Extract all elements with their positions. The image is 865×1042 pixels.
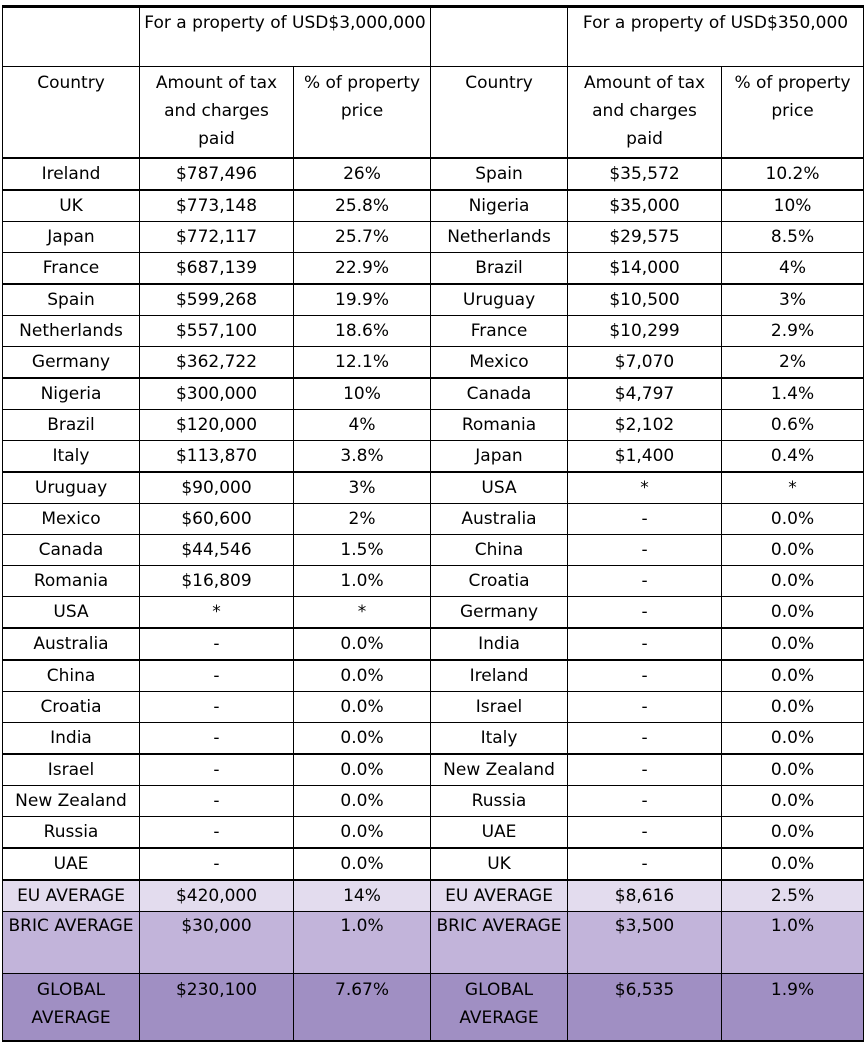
amount-cell: - <box>568 817 722 849</box>
header-blank-left <box>3 7 140 67</box>
country-cell: Croatia <box>3 692 140 723</box>
table-row <box>3 660 864 692</box>
country-cell: Canada <box>431 378 568 410</box>
percent-cell: 0.0% <box>294 628 431 660</box>
percent-cell: 2% <box>294 504 431 535</box>
country-cell: Uruguay <box>431 284 568 316</box>
summary-label: GLOBAL AVERAGE <box>3 974 140 1042</box>
summary-amount: $8,616 <box>568 880 722 912</box>
percent-cell: 0.0% <box>722 628 864 660</box>
amount-cell: - <box>568 504 722 535</box>
percent-cell: 0.0% <box>722 597 864 629</box>
table-row <box>3 786 864 817</box>
country-cell: New Zealand <box>431 754 568 786</box>
percent-cell: 18.6% <box>294 316 431 347</box>
group-header-right: For a property of USD$350,000 <box>568 7 864 67</box>
country-cell: Ireland <box>431 660 568 692</box>
summary-label: GLOBAL AVERAGE <box>431 974 568 1042</box>
percent-cell: 3% <box>294 472 431 504</box>
amount-cell: $29,575 <box>568 222 722 253</box>
percent-cell: 12.1% <box>294 347 431 379</box>
table-row <box>3 378 864 410</box>
amount-cell: - <box>140 817 294 849</box>
percent-cell: 3.8% <box>294 441 431 473</box>
amount-cell: - <box>140 723 294 755</box>
col-header-amount-left: Amount of tax and charges paid <box>140 67 294 159</box>
percent-cell: 0.0% <box>722 786 864 817</box>
percent-cell: 22.9% <box>294 253 431 285</box>
country-cell: Italy <box>3 441 140 473</box>
summary-amount: $3,500 <box>568 912 722 974</box>
amount-cell: $113,870 <box>140 441 294 473</box>
amount-cell: $687,139 <box>140 253 294 285</box>
table-row <box>3 535 864 566</box>
group-header-row <box>3 7 864 67</box>
amount-cell: * <box>140 597 294 629</box>
country-cell: Japan <box>431 441 568 473</box>
table-row <box>3 597 864 629</box>
country-cell: Canada <box>3 535 140 566</box>
summary-amount: $230,100 <box>140 974 294 1042</box>
percent-cell: 8.5% <box>722 222 864 253</box>
country-cell: UK <box>431 848 568 880</box>
country-cell: India <box>3 723 140 755</box>
amount-cell: $4,797 <box>568 378 722 410</box>
amount-cell: $120,000 <box>140 410 294 441</box>
amount-cell: $787,496 <box>140 158 294 190</box>
country-cell: UAE <box>431 817 568 849</box>
table-row <box>3 441 864 473</box>
percent-cell: 0.0% <box>722 660 864 692</box>
table-row <box>3 253 864 285</box>
table-row <box>3 723 864 755</box>
col-header-country-right: Country <box>431 67 568 159</box>
amount-cell: $35,572 <box>568 158 722 190</box>
amount-cell: - <box>568 848 722 880</box>
percent-cell: 10% <box>722 190 864 222</box>
eu-average-row <box>3 880 864 912</box>
col-header-pct-right: % of property price <box>722 67 864 159</box>
summary-label: EU AVERAGE <box>431 880 568 912</box>
amount-cell: $599,268 <box>140 284 294 316</box>
amount-cell: $300,000 <box>140 378 294 410</box>
group-header-left: For a property of USD$3,000,000 <box>140 7 431 67</box>
amount-cell: $773,148 <box>140 190 294 222</box>
amount-cell: $16,809 <box>140 566 294 597</box>
table-row <box>3 566 864 597</box>
table-row <box>3 754 864 786</box>
percent-cell: 0.0% <box>722 848 864 880</box>
table-row <box>3 692 864 723</box>
amount-cell: $60,600 <box>140 504 294 535</box>
country-cell: Nigeria <box>431 190 568 222</box>
amount-cell: $7,070 <box>568 347 722 379</box>
country-cell: Germany <box>3 347 140 379</box>
country-cell: Netherlands <box>431 222 568 253</box>
country-cell: Spain <box>431 158 568 190</box>
amount-cell: $10,299 <box>568 316 722 347</box>
amount-cell: - <box>140 754 294 786</box>
country-cell: Romania <box>431 410 568 441</box>
amount-cell: - <box>568 786 722 817</box>
percent-cell: 0.0% <box>294 723 431 755</box>
country-cell: Spain <box>3 284 140 316</box>
percent-cell: 26% <box>294 158 431 190</box>
percent-cell: 25.8% <box>294 190 431 222</box>
amount-cell: - <box>568 692 722 723</box>
amount-cell: $772,117 <box>140 222 294 253</box>
percent-cell: 0.0% <box>294 848 431 880</box>
header-blank-right <box>431 7 568 67</box>
table-row <box>3 472 864 504</box>
table-row <box>3 504 864 535</box>
amount-cell: * <box>568 472 722 504</box>
country-cell: Croatia <box>431 566 568 597</box>
country-cell: Netherlands <box>3 316 140 347</box>
property-tax-table <box>2 5 864 1042</box>
amount-cell: - <box>568 597 722 629</box>
country-cell: Nigeria <box>3 378 140 410</box>
country-cell: Japan <box>3 222 140 253</box>
amount-cell: - <box>140 692 294 723</box>
summary-percent: 7.67% <box>294 974 431 1042</box>
amount-cell: $90,000 <box>140 472 294 504</box>
amount-cell: $1,400 <box>568 441 722 473</box>
country-cell: Germany <box>431 597 568 629</box>
summary-percent: 1.0% <box>722 912 864 974</box>
country-cell: Ireland <box>3 158 140 190</box>
amount-cell: - <box>568 723 722 755</box>
table-row <box>3 316 864 347</box>
amount-cell: - <box>140 660 294 692</box>
country-cell: Brazil <box>3 410 140 441</box>
country-cell: New Zealand <box>3 786 140 817</box>
percent-cell: 0.0% <box>722 535 864 566</box>
percent-cell: 3% <box>722 284 864 316</box>
percent-cell: 0.6% <box>722 410 864 441</box>
percent-cell: 0.0% <box>722 754 864 786</box>
country-cell: USA <box>3 597 140 629</box>
amount-cell: - <box>568 535 722 566</box>
amount-cell: $557,100 <box>140 316 294 347</box>
country-cell: Brazil <box>431 253 568 285</box>
country-cell: France <box>431 316 568 347</box>
table-row <box>3 158 864 190</box>
percent-cell: 10% <box>294 378 431 410</box>
summary-percent: 1.0% <box>294 912 431 974</box>
country-cell: France <box>3 253 140 285</box>
col-header-pct-left: % of property price <box>294 67 431 159</box>
percent-cell: 1.4% <box>722 378 864 410</box>
percent-cell: 0.0% <box>722 566 864 597</box>
column-header-row <box>3 67 864 159</box>
summary-label: EU AVERAGE <box>3 880 140 912</box>
percent-cell: 0.4% <box>722 441 864 473</box>
percent-cell: 0.0% <box>294 754 431 786</box>
summary-label: BRIC AVERAGE <box>431 912 568 974</box>
summary-label: BRIC AVERAGE <box>3 912 140 974</box>
country-cell: Russia <box>3 817 140 849</box>
summary-amount: $420,000 <box>140 880 294 912</box>
bric-average-row <box>3 912 864 974</box>
summary-percent: 2.5% <box>722 880 864 912</box>
amount-cell: - <box>568 754 722 786</box>
percent-cell: 1.5% <box>294 535 431 566</box>
table-row <box>3 222 864 253</box>
amount-cell: - <box>568 660 722 692</box>
amount-cell: - <box>568 566 722 597</box>
country-cell: Australia <box>3 628 140 660</box>
percent-cell: 0.0% <box>722 723 864 755</box>
summary-amount: $30,000 <box>140 912 294 974</box>
summary-amount: $6,535 <box>568 974 722 1042</box>
country-cell: Israel <box>3 754 140 786</box>
amount-cell: $10,500 <box>568 284 722 316</box>
table-row <box>3 190 864 222</box>
percent-cell: * <box>294 597 431 629</box>
percent-cell: 0.0% <box>294 660 431 692</box>
country-cell: Uruguay <box>3 472 140 504</box>
table-row <box>3 410 864 441</box>
amount-cell: $362,722 <box>140 347 294 379</box>
percent-cell: 25.7% <box>294 222 431 253</box>
percent-cell: 0.0% <box>294 786 431 817</box>
summary-percent: 14% <box>294 880 431 912</box>
summary-percent: 1.9% <box>722 974 864 1042</box>
global-average-row <box>3 974 864 1042</box>
percent-cell: * <box>722 472 864 504</box>
country-cell: China <box>3 660 140 692</box>
amount-cell: - <box>140 628 294 660</box>
amount-cell: - <box>140 786 294 817</box>
country-cell: India <box>431 628 568 660</box>
amount-cell: - <box>568 628 722 660</box>
country-cell: Australia <box>431 504 568 535</box>
percent-cell: 2.9% <box>722 316 864 347</box>
table-body <box>3 158 864 1041</box>
country-cell: Russia <box>431 786 568 817</box>
table-row <box>3 628 864 660</box>
percent-cell: 1.0% <box>294 566 431 597</box>
table-row <box>3 347 864 379</box>
amount-cell: $44,546 <box>140 535 294 566</box>
percent-cell: 0.0% <box>722 504 864 535</box>
amount-cell: $2,102 <box>568 410 722 441</box>
percent-cell: 10.2% <box>722 158 864 190</box>
amount-cell: $14,000 <box>568 253 722 285</box>
country-cell: Mexico <box>3 504 140 535</box>
country-cell: UK <box>3 190 140 222</box>
country-cell: China <box>431 535 568 566</box>
percent-cell: 4% <box>722 253 864 285</box>
country-cell: UAE <box>3 848 140 880</box>
country-cell: USA <box>431 472 568 504</box>
percent-cell: 0.0% <box>294 817 431 849</box>
percent-cell: 0.0% <box>722 817 864 849</box>
table-row <box>3 848 864 880</box>
country-cell: Israel <box>431 692 568 723</box>
col-header-country-left: Country <box>3 67 140 159</box>
col-header-amount-right: Amount of tax and charges paid <box>568 67 722 159</box>
amount-cell: $35,000 <box>568 190 722 222</box>
country-cell: Italy <box>431 723 568 755</box>
table-row <box>3 817 864 849</box>
amount-cell: - <box>140 848 294 880</box>
percent-cell: 0.0% <box>294 692 431 723</box>
percent-cell: 0.0% <box>722 692 864 723</box>
percent-cell: 4% <box>294 410 431 441</box>
table-row <box>3 284 864 316</box>
country-cell: Mexico <box>431 347 568 379</box>
percent-cell: 19.9% <box>294 284 431 316</box>
country-cell: Romania <box>3 566 140 597</box>
percent-cell: 2% <box>722 347 864 379</box>
